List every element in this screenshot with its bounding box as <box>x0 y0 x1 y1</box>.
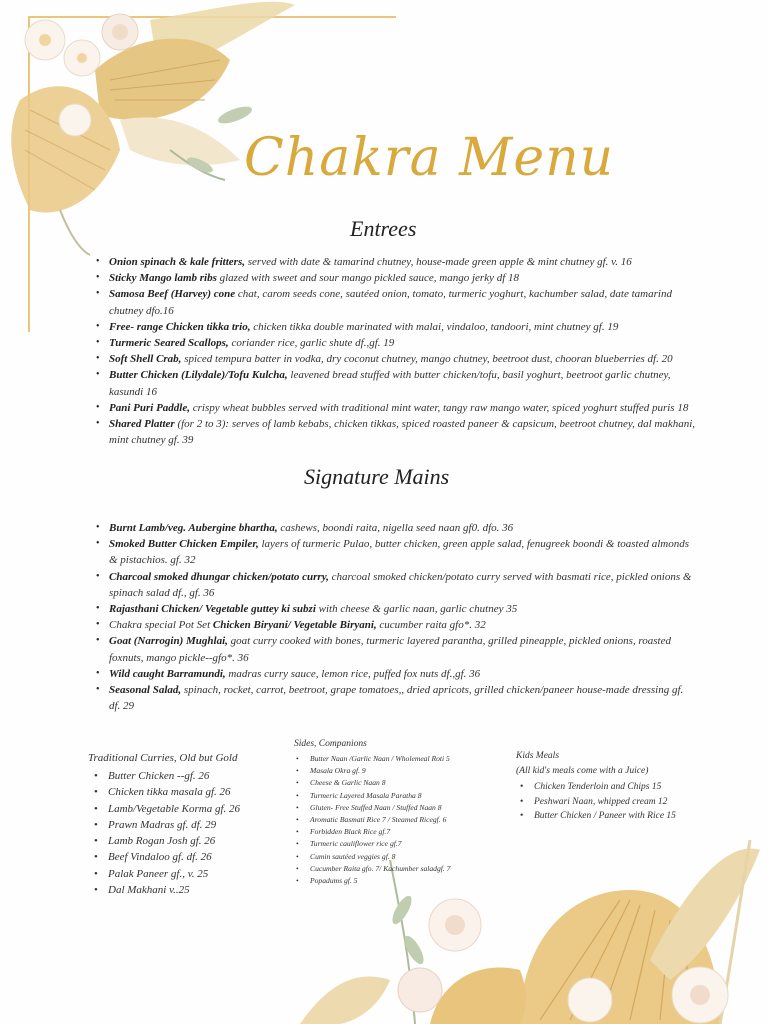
entree-item <box>90 400 702 416</box>
entree-name: Sticky Mango lamb ribs <box>109 272 217 285</box>
entree-item <box>90 286 702 318</box>
kids-item: • Chicken Tenderloin and Chips 15 <box>534 780 676 795</box>
main-desc: charcoal smoked chicken/potato curry served with basmati rice, pickled onions & spinach salad df., gf. 36 <box>109 570 692 599</box>
curry-item: • Prawn Madras gf. df. 29 <box>108 817 240 833</box>
main-name: Rajasthani Chicken/ Vegetable guttey ki subzi <box>109 603 316 616</box>
main-name: Wild caught Barramundi, <box>109 667 226 680</box>
main-desc: spinach, rocket, carrot, beetroot, grape tomatoes,, dried apricots, grilled chicken/paneer house-made dressing gf. df. 29 <box>109 684 684 713</box>
kids-subheading: (All kid's meals come with a Juice) <box>516 766 649 776</box>
menu-title: Chakra Menu <box>244 128 615 188</box>
sides-heading: Sides, Companions <box>294 739 367 749</box>
side-item: • Aromatic Basmati Rice 7 / Steamed Ricegf. 6 <box>310 814 450 826</box>
main-item <box>90 520 694 536</box>
side-item: • Cucumber Raita gfo. 7/ Kachumber saladgf. 7 <box>310 863 450 875</box>
entree-desc: chicken tikka double marinated with malai, vindaloo, tandoori, mint chutney gf. 19 <box>250 320 619 333</box>
entree-desc: spiced tempura batter in vodka, dry coconut chutney, mango chutney, beetroot dust, chooran blueberries df. 20 <box>181 353 673 366</box>
side-item: • Turmeric Layered Masala Paratha 8 <box>310 790 450 802</box>
curries-heading: Traditional Curries, Old but Gold <box>88 752 238 764</box>
entree-name: Shared Platter <box>109 418 175 431</box>
entree-desc: crispy wheat bubbles served with traditional mint water, tangy raw mango water, spiced yoghurt stuffed puris 18 <box>189 401 689 414</box>
main-item <box>90 666 694 682</box>
entree-item <box>90 351 702 367</box>
main-item <box>90 633 694 665</box>
curries-list <box>108 768 240 898</box>
entree-desc: coriander rice, garlic shute df.,gf. 19 <box>228 337 395 350</box>
entree-name: Onion spinach & kale fritters, <box>109 256 245 268</box>
main-desc: goat curry cooked with bones, turmeric layered parantha, grilled pineapple, pickled onions, roasted foxnuts, mango pickle--gfo*. 36 <box>109 635 671 664</box>
entree-item <box>90 254 702 270</box>
mains-heading: Signature Mains <box>304 464 450 489</box>
entree-name: Free- range Chicken tikka trio, <box>109 320 251 333</box>
main-item <box>90 569 694 601</box>
main-item <box>90 682 694 714</box>
curry-item: • Lamb/Vegetable Korma gf. 26 <box>108 801 240 817</box>
curry-item: • Butter Chicken --gf. 26 <box>108 768 240 784</box>
kids-list <box>534 780 676 824</box>
sides-list <box>310 753 450 887</box>
entree-item <box>90 367 702 399</box>
main-desc: madras curry sauce, lemon rice, puffed fox nuts df.,gf. 36 <box>225 667 481 680</box>
entree-name: Samosa Beef (Harvey) cone <box>109 288 236 301</box>
curry-item: • Dal Makhani v..25 <box>108 882 240 898</box>
side-item: • Forbidden Black Rice gf.7 <box>310 826 450 838</box>
entree-item <box>90 335 702 351</box>
kids-item: • Butter Chicken / Paneer with Rice 15 <box>534 809 676 824</box>
main-desc: cucumber raita gfo*. 32 <box>376 619 486 632</box>
entree-desc: (for 2 to 3): serves of lamb kebabs, chicken tikkas, spiced roasted paneer & capsicum, beetroot chutney, dal makhani, mint chutney gf. 39 <box>109 418 696 447</box>
main-name: Chicken Biryani/ Vegetable Biryani, <box>212 619 377 632</box>
side-item: • Masala Okra gf. 9 <box>310 765 450 777</box>
curry-item: • Chicken tikka masala gf. 26 <box>108 784 240 800</box>
entree-name: Butter Chicken (Lilydale)/Tofu Kulcha, <box>109 369 288 382</box>
side-item: • Popadums gf. 5 <box>310 875 450 887</box>
entree-name: Turmeric Seared Scallops, <box>109 337 229 350</box>
entree-desc: glazed with sweet and sour mango pickled sauce, mango jerky df 18 <box>216 272 520 285</box>
entree-name: Pani Puri Paddle, <box>109 401 190 414</box>
entree-name: Soft Shell Crab, <box>109 353 182 366</box>
entree-item <box>90 319 702 335</box>
main-name: Smoked Butter Chicken Empiler, <box>109 538 259 551</box>
main-desc: with cheese & garlic naan, garlic chutney 35 <box>315 603 518 616</box>
side-item: • Cumin sautéed veggies gf. 8 <box>310 851 450 863</box>
kids-heading: Kids Meals <box>516 751 560 761</box>
entrees-list <box>90 254 702 448</box>
side-item: • Cheese & Garlic Naan 8 <box>310 777 450 789</box>
entree-item <box>90 270 702 286</box>
main-item <box>90 617 694 633</box>
main-name: Seasonal Salad, <box>109 684 182 697</box>
curry-item: • Lamb Rogan Josh gf. 26 <box>108 833 240 849</box>
main-name: Goat (Narrogin) Mughlai, <box>109 635 228 648</box>
entrees-heading: Entrees <box>350 216 417 241</box>
entree-item <box>90 416 702 448</box>
side-item: • Butter Naan /Garlic Naan / Wholemeal Roti 5 <box>310 753 450 765</box>
main-item <box>90 536 694 568</box>
entree-desc: served with date & tamarind chutney, house-made green apple & mint chutney gf. v. 16 <box>245 256 632 268</box>
main-name: Charcoal smoked dhungar chicken/potato curry, <box>109 570 329 583</box>
main-desc: cashews, boondi raita, nigella seed naan gf0. dfo. 36 <box>277 522 514 534</box>
side-item: • Gluten- Free Stuffed Naan / Stuffed Naan 8 <box>310 802 450 814</box>
main-prefix: Chakra special Pot Set <box>109 619 213 632</box>
curry-item: • Palak Paneer gf., v. 25 <box>108 866 240 882</box>
entree-desc: chat, carom seeds cone, sautéed onion, tomato, turmeric yoghurt, kachumber salad, date tamarind chutney dfo.16 <box>109 288 672 317</box>
entree-desc: leavened bread stuffed with butter chicken/tofu, basil yoghurt, beetroot garlic chutney, kasundi 16 <box>109 369 671 398</box>
mains-list <box>90 520 694 714</box>
side-item: • Turmeric cauliflower rice gf.7 <box>310 838 450 850</box>
curry-item: • Beef Vindaloo gf. df. 26 <box>108 849 240 865</box>
main-name: Burnt Lamb/veg. Aubergine bhartha, <box>109 522 278 534</box>
main-item <box>90 601 694 617</box>
main-desc: layers of turmeric Pulao, butter chicken, green apple salad, fenugreek boondi & toasted almonds & pistachios. gf. 32 <box>109 538 689 567</box>
kids-item: • Peshwari Naan, whipped cream 12 <box>534 795 676 810</box>
